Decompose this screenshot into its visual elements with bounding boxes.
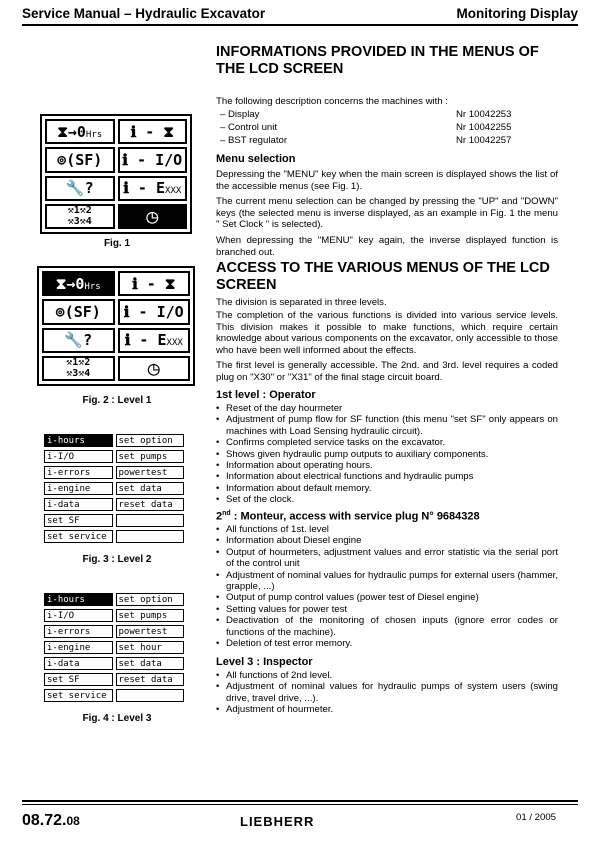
list-item: • Output of hourmeters, adjustment values and error statistic via the serial port of the control unit [216, 547, 558, 570]
list-item: • Adjustment of hourmeter. [216, 704, 558, 715]
fig4-level3-menu [44, 593, 184, 702]
menu-item: set service [44, 689, 113, 702]
manual-title: Service Manual – Hydraulic Excavator [22, 6, 266, 21]
menu-selection-heading: Menu selection [216, 153, 296, 165]
list-item: • Confirms completed service tasks on the excavator. [216, 437, 558, 448]
list-item: • Shows given hydraulic pump outputs to auxiliary components. [216, 449, 558, 460]
list-item: • Adjustment of nominal values for hydraulic pumps of system users (swing drive, travel drive, ...). [216, 681, 558, 704]
service-wrench-icon: 🔧? [45, 176, 115, 201]
page-header [22, 4, 578, 28]
reg-display [220, 109, 560, 120]
header-rule [22, 24, 578, 26]
menu-item: i-errors [44, 466, 113, 479]
menu-item: i-errors [44, 625, 113, 638]
menu-item: set data [116, 482, 185, 495]
menu-selection-p3: When depressing the "MENU" key again, the inverse displayed function is branched out. [216, 235, 558, 258]
clock-icon: ◷ [118, 356, 191, 381]
fig1-icon-menu [40, 114, 192, 234]
menu-item: powertest [116, 625, 185, 638]
page-number: 08.72.08 [22, 812, 80, 829]
menu-item: set option [116, 434, 185, 447]
menu-item: i-I/O [44, 609, 113, 622]
menu-item: set pumps [116, 450, 185, 463]
menu-item: reset data [116, 498, 185, 511]
fig1-caption: Fig. 1 [103, 238, 131, 249]
menu-selection-p2: The current menu selection can be changed by pressing the "UP" and "DOWN" keys (the selected menu is inverse displayed, as an example in Fig. 1 the menu " Set Clock " is selected). [216, 196, 558, 230]
set-sf-icon: ⊚(SF) [42, 299, 115, 324]
list-item: • Deletion of test error memory. [216, 638, 558, 649]
service-keys-icon: ⚒1⚒2 ⚒3⚒4 [42, 356, 115, 381]
list-item: • Adjustment of nominal values for hydraulic pumps for external users (hammer, grapple, ...) [216, 570, 558, 593]
level3-heading: Level 3 : Inspector [216, 656, 313, 668]
menu-item: i-data [44, 657, 113, 670]
service-keys-icon: ⚒1⚒2 ⚒3⚒4 [45, 204, 115, 229]
info-clock-icon: ℹ - ⧗ [118, 119, 188, 144]
menu-item: i-engine [44, 482, 113, 495]
reg-label: – Control unit [220, 122, 278, 133]
level2-list [216, 524, 558, 649]
fig3-level2-menu [44, 434, 184, 543]
fig2-icon-menu [37, 266, 195, 386]
intro-text: The following description concerns the machines with : [216, 96, 448, 107]
list-item: • Information about operating hours. [216, 460, 558, 471]
reg-label: – Display [220, 109, 260, 120]
menu-item [116, 514, 185, 527]
list-item: • Information about electrical functions and hydraulic pumps [216, 471, 558, 482]
info-error-icon: ℹ - EXXX [118, 176, 188, 201]
reg-value: Nr 10042255 [456, 122, 512, 133]
liebherr-logo: LIEBHERR [240, 814, 315, 829]
menu-item: set SF [44, 673, 113, 686]
menu-item: i-engine [44, 641, 113, 654]
access-p2: The completion of the various functions is divided into various service levels. This division makes it possible to make functions, which require certain knowledge about various components on the excavator, only accessible to those who have been well informed about the effects. [216, 310, 558, 356]
footer-rules [22, 800, 578, 805]
reg-control-unit [220, 122, 560, 133]
menu-item: set SF [44, 514, 113, 527]
menu-item: set option [116, 593, 185, 606]
menu-item: reset data [116, 673, 185, 686]
fig4-caption: Fig. 4 : Level 3 [82, 713, 152, 724]
reg-value: Nr 10042257 [456, 135, 512, 146]
list-item: • Information about default memory. [216, 483, 558, 494]
access-p1: The division is separated in three levels. [216, 297, 387, 308]
level1-heading: 1st level : Operator [216, 389, 316, 401]
menu-item: set pumps [116, 609, 185, 622]
level1-list [216, 403, 558, 506]
list-item: • Output of pump control values (power test of Diesel engine) [216, 592, 558, 603]
hours-reset-icon: ⧗→0Hrs [45, 119, 115, 144]
reg-label: – BST regulator [220, 135, 288, 146]
menu-item: i-hours [44, 434, 113, 447]
menu-item: set data [116, 657, 185, 670]
section-title: Monitoring Display [456, 6, 578, 21]
menu-item: i-I/O [44, 450, 113, 463]
info-io-icon: ℹ - I/O [118, 299, 191, 324]
set-sf-icon: ⊚(SF) [45, 147, 115, 172]
list-item: • All functions of 1st. level [216, 524, 558, 535]
access-p3: The first level is generally accessible. The 2nd. and 3rd. level requires a coded plug on "X30" or "X31" of the final stage circuit board. [216, 360, 558, 383]
service-wrench-icon: 🔧? [42, 328, 115, 353]
info-clock-icon: ℹ - ⧗ [118, 271, 191, 296]
menu-item: set service [44, 530, 113, 543]
reg-bst [220, 135, 560, 146]
menu-item [116, 689, 185, 702]
info-error-icon: ℹ - EXXX [118, 328, 191, 353]
fig2-caption: Fig. 2 : Level 1 [82, 395, 152, 406]
list-item: • Reset of the day hourmeter [216, 403, 558, 414]
menu-item: i-data [44, 498, 113, 511]
list-item: • Set of the clock. [216, 494, 558, 505]
hours-reset-icon-selected: ⧗→0Hrs [42, 271, 115, 296]
menu-selection-p1: Depressing the "MENU" key when the main screen is displayed shows the list of the accessible menus (see Fig. 1). [216, 169, 558, 192]
clock-icon-selected: ◷ [118, 204, 188, 229]
list-item: • All functions of 2nd level. [216, 670, 558, 681]
list-item: • Adjustment of pump flow for SF function (this menu "set SF" only appears on machines with Load Sensing hydraulic circuit). [216, 414, 558, 437]
level3-list [216, 670, 558, 716]
fig3-caption: Fig. 3 : Level 2 [82, 554, 152, 565]
list-item: • Setting values for power test [216, 604, 558, 615]
reg-value: Nr 10042253 [456, 109, 512, 120]
main-title: INFORMATIONS PROVIDED IN THE MENUS OF THE LCD SCREEN [216, 44, 539, 77]
level2-heading: 2nd : Monteur, access with service plug N° 9684328 [216, 510, 480, 523]
menu-item: set hour [116, 641, 185, 654]
access-title: ACCESS TO THE VARIOUS MENUS OF THE LCD SCREEN [216, 260, 550, 293]
menu-item: i-hours [44, 593, 113, 606]
menu-item [116, 530, 185, 543]
menu-item: powertest [116, 466, 185, 479]
info-io-icon: ℹ - I/O [118, 147, 188, 172]
list-item: • Information about Diesel engine [216, 535, 558, 546]
list-item: • Deactivation of the monitoring of chosen inputs (ignore error codes or functions of the machine). [216, 615, 558, 638]
issue-date: 01 / 2005 [515, 812, 556, 823]
